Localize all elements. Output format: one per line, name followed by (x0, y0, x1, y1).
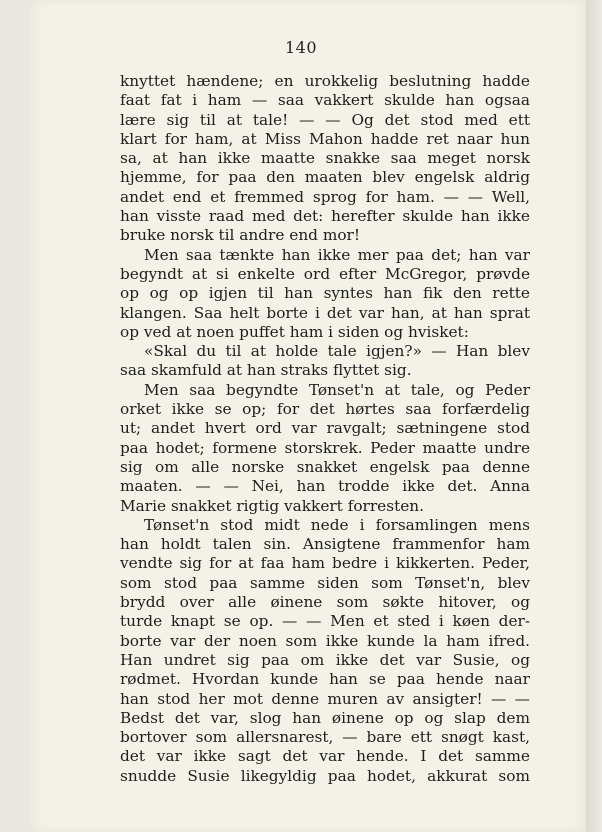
text-line: maaten. — — Nei, han trodde ikke det. Anna (120, 477, 530, 496)
text-line: bruke norsk til andre end mor! (120, 226, 361, 245)
body-text (120, 72, 530, 786)
text-line: som stod paa samme siden som Tønset'n, blev (120, 573, 530, 592)
text-line: han stod her mot denne muren av ansigter! — — (120, 689, 530, 708)
text-line: han visste raad med det: herefter skulde han ikke (120, 207, 530, 226)
text-line: op og op igjen til han syntes han fik den rette (120, 284, 530, 303)
text-line: knyttet hændene; en urokkelig beslutning hadde (120, 72, 530, 90)
text-line: lære sig til at tale! — — Og det stod med ett (120, 110, 530, 129)
text-line: borte var der noen som ikke kunde la ham ifred. (120, 631, 530, 650)
text-line: sig om alle norske snakket engelsk paa denne (120, 457, 530, 476)
text-line: klart for ham, at Miss Mahon hadde ret naar hun (120, 129, 530, 148)
text-line: Men saa tænkte han ikke mer paa det; han var (144, 245, 530, 264)
text-line: ut; andet hvert ord var ravgalt; sætningene stod (120, 419, 530, 438)
text-line: turde knapt se op. — — Men et sted i køen der- (120, 612, 530, 631)
text-line: det var ikke sagt det var hende. I det samme (120, 747, 530, 766)
text-line: paa hodet; formene storskrek. Peder maatte undre (120, 438, 530, 457)
text-line: bortover som allersnarest, — bare ett snøgt kast, (120, 728, 530, 747)
text-line: saa skamfuld at han straks flyttet sig. (120, 361, 412, 380)
text-line: faat fat i ham — saa vakkert skulde han ogsaa (120, 91, 530, 110)
text-line: andet end et fremmed sprog for ham. — — Well, (120, 187, 530, 206)
text-line: snudde Susie likegyldig paa hodet, akkurat som (120, 766, 530, 785)
text-line: Bedst det var, slog han øinene op og slap dem (120, 708, 530, 727)
text-line: rødmet. Hvordan kunde han se paa hende naar (120, 670, 530, 689)
text-line: klangen. Saa helt borte i det var han, at han sprat (120, 303, 530, 322)
text-line: «Skal du til at holde tale igjen?» — Han blev (144, 342, 530, 361)
text-line: begyndt at si enkelte ord efter McGregor, prøvde (120, 264, 530, 283)
text-line: orket ikke se op; for det hørtes saa forfærdelig (120, 400, 530, 419)
text-line: sa, at han ikke maatte snakke saa meget norsk (120, 149, 530, 168)
page-number: 140 (284, 38, 318, 57)
text-line: vendte sig for at faa ham bedre i kikkerten. Peder, (120, 554, 530, 573)
text-line: brydd over alle øinene som søkte hitover, og (120, 593, 530, 612)
text-line: Marie snakket rigtig vakkert forresten. (120, 496, 425, 515)
text-line: hjemme, for paa den maaten blev engelsk aldrig (120, 168, 530, 187)
page-edge (586, 0, 602, 832)
text-line: Han undret sig paa om ikke det var Susie, og (120, 650, 530, 669)
text-line: han holdt talen sin. Ansigtene frammenfor ham (120, 535, 530, 554)
text-line: Tønset'n stod midt nede i forsamlingen mens (144, 515, 530, 534)
text-line: op ved at noen puffet ham i siden og hvisket: (120, 322, 469, 341)
text-line: Men saa begyndte Tønset'n at tale, og Peder (144, 380, 530, 399)
